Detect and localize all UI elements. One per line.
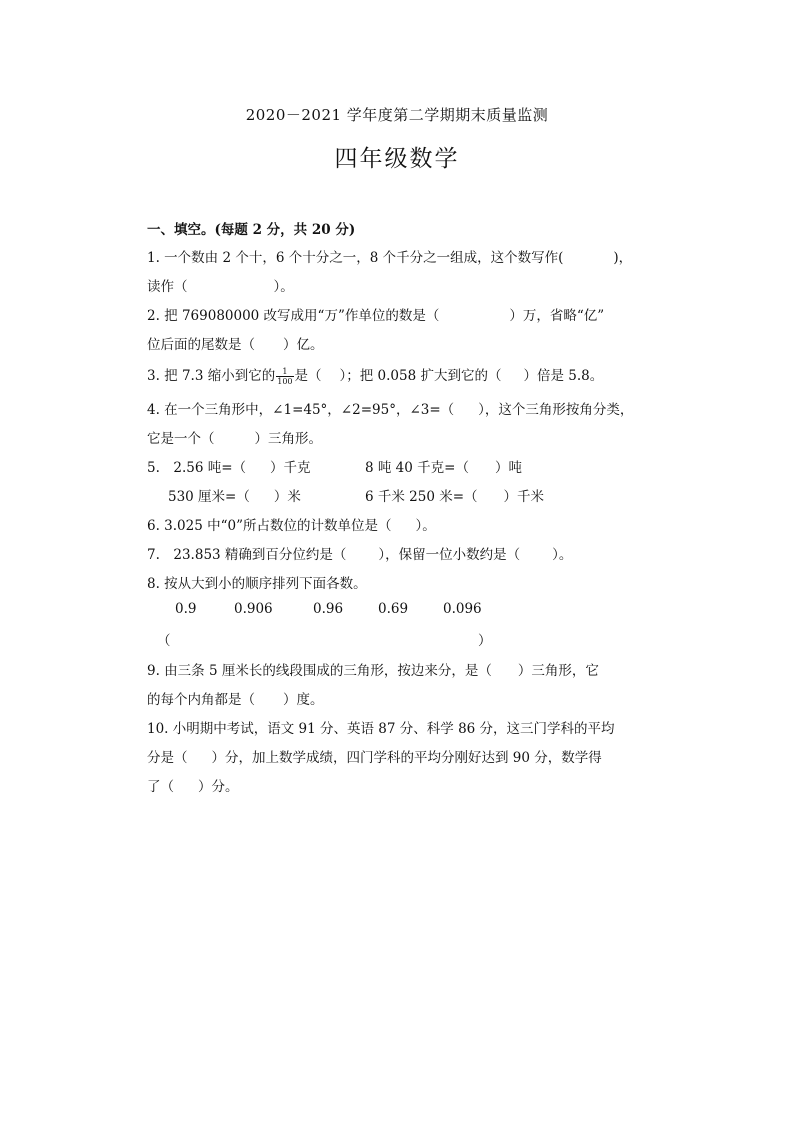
number-item: 0.096 bbox=[443, 601, 482, 617]
question-5-line-2-right: 6 千米 250 米=（ ）千米 bbox=[365, 489, 545, 505]
question-4-line-1: 4. 在一个三角形中，∠1=45°，∠2=95°，∠3=（ ），这个三角形按角分类， bbox=[147, 402, 634, 418]
number-item: 0.9 bbox=[175, 601, 197, 617]
question-2-line-2: 位后面的尾数是（ ）亿。 bbox=[147, 337, 324, 353]
question-3: 3. 把 7.3 缩小到它的 $\frac{1}{100}$ 是（ ）；把 0.058 扩大到它的（ ）倍是 5.8。 bbox=[147, 367, 604, 386]
question-4-line-2: 它是一个（ ）三角形。 bbox=[147, 431, 322, 447]
question-8: 8. 按从大到小的顺序排列下面各数。 bbox=[147, 576, 367, 592]
question-10-line-2: 分是（ ）分，加上数学成绩，四门学科的平均分刚好达到 90 分，数学得 bbox=[147, 750, 602, 766]
question-5-line-1: 5. 2.56 吨=（ ）千克 bbox=[147, 460, 311, 476]
number-item: 0.906 bbox=[234, 601, 273, 617]
number-item: 0.96 bbox=[313, 601, 344, 617]
question-7: 7. 23.853 精确到百分位约是（ ），保留一位小数约是（ ）。 bbox=[147, 547, 573, 563]
question-1-line-2: 读作（ ）。 bbox=[147, 279, 294, 295]
question-10-line-1: 10. 小明期中考试，语文 91 分、英语 87 分、科学 86 分，这三门学科的平均 bbox=[147, 721, 615, 737]
number-item: 0.69 bbox=[378, 601, 409, 617]
exam-title: 四年级数学 bbox=[334, 146, 460, 172]
exam-subtitle: 2020－2021 学年度第二学期期末质量监测 bbox=[245, 106, 549, 124]
answer-close-paren: ） bbox=[478, 633, 492, 649]
question-9-line-2: 的每个内角都是（ ）度。 bbox=[147, 692, 324, 708]
question-6: 6. 3.025 中“0”所占数位的计数单位是（ ）。 bbox=[147, 518, 436, 534]
answer-open-paren: （ bbox=[157, 633, 171, 649]
question-5-line-2: 530 厘米=（ ）米 bbox=[168, 489, 301, 505]
question-9-line-1: 9. 由三条 5 厘米长的线段围成的三角形，按边来分，是（ ）三角形，它 bbox=[147, 663, 599, 679]
question-2-line-1: 2. 把 769080000 改写成用“万”作单位的数是（ ）万，省略“亿” bbox=[147, 308, 605, 324]
question-10-line-3: 了（ ）分。 bbox=[147, 779, 239, 795]
question-5-line-1-right: 8 吨 40 千克=（ ）吨 bbox=[365, 460, 522, 476]
section-heading: 一、填空。(每题 2 分，共 20 分) bbox=[147, 222, 356, 238]
fraction-one-hundredth: $\frac{1}{100}$ bbox=[277, 367, 293, 386]
question-1-line-1: 1. 一个数由 2 个十，6 个十分之一，8 个千分之一组成，这个数写作( )， bbox=[147, 250, 633, 266]
